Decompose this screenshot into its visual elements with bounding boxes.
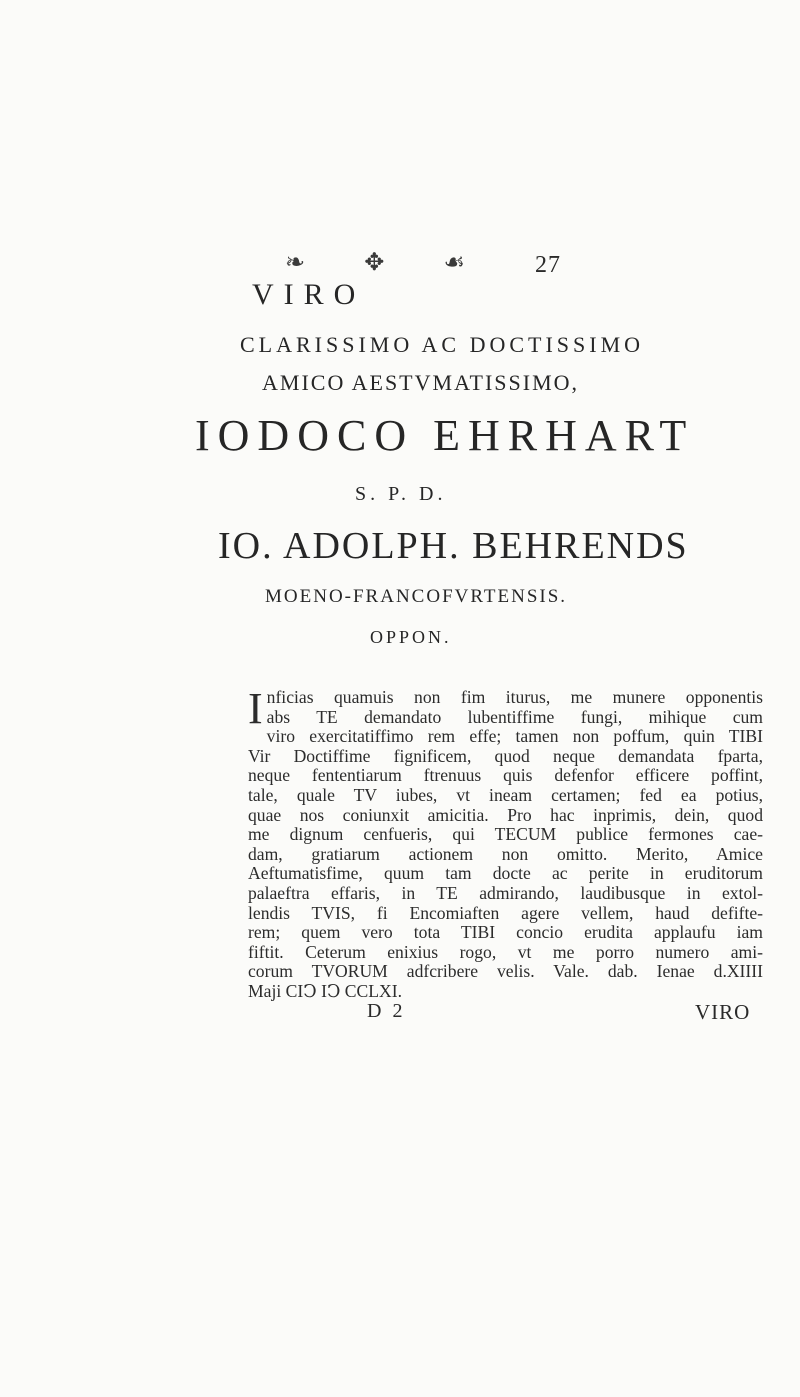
body-line: fiftit. Ceterum enixius rogo, vt me porro numero ami- (248, 941, 763, 962)
fleuron-left-icon: ❧ (285, 250, 306, 276)
body-line: quae nos coniunxit amicitia. Pro hac inprimis, dein, quod (248, 804, 763, 825)
fleuron-center-icon: ✥ (364, 250, 385, 276)
letter-body (248, 684, 763, 1002)
addressee-name: IODOCO EHRHART (195, 411, 695, 460)
salutation-spd: S. P. D. (355, 483, 447, 505)
body-line: viro exercitatiffimo rem effe; tamen non poffum, quin TIBI (266, 726, 763, 747)
title-clarissimo: CLARISSIMO AC DOCTISSIMO (240, 332, 645, 357)
drop-cap: I (248, 684, 263, 733)
body-line: palaeftra effaris, in TE admirando, laudibusque in extol- (248, 882, 763, 903)
body-line: neque fententiarum ftrenuus quis defenfor efficere poffint, (248, 765, 763, 786)
title-amico: AMICO AESTVMATISSIMO, (262, 370, 580, 395)
signature-mark: D 2 (367, 1000, 406, 1022)
body-line: tale, quale TV iubes, vt ineam certamen; fed ea potius, (248, 784, 763, 805)
body-line: Aeftumatisfime, quum tam docte ac perite in eruditorum (248, 863, 763, 884)
body-line: me dignum cenfueris, qui TECUM publice fermones cae- (248, 824, 763, 845)
body-line: nficias quamuis non fim iturus, me munere opponentis (266, 687, 763, 707)
author-origin: MOENO-FRANCOFVRTENSIS. (265, 586, 568, 607)
body-line: Vir Doctiffime fignificem, quod neque demandata fparta, (248, 745, 763, 766)
body-line: corum TVORUM adfcribere velis. Vale. dab. Ienae d.XIIII (248, 961, 763, 982)
author-name: IO. ADOLPH. BEHRENDS (218, 525, 689, 567)
author-role: OPPON. (370, 627, 452, 647)
page-number: 27 (535, 252, 561, 278)
body-line: dam, gratiarum actionem non omitto. Merito, Amice (248, 843, 763, 864)
body-line: rem; quem vero tota TIBI concio erudita applaufu iam (248, 922, 763, 943)
body-line: abs TE demandato lubentiffime fungi, mihique cum (266, 706, 763, 727)
body-line: lendis TVIS, fi Encomiaften agere vellem, haud defifte- (248, 902, 763, 923)
header-ornament (285, 248, 465, 277)
fleuron-right-icon: ☙ (443, 250, 465, 276)
body-line: Maji CIↃ IↃ CCLXI. (248, 980, 402, 1001)
title-viro: VIRO (252, 278, 366, 311)
catchword: VIRO (695, 1000, 751, 1024)
